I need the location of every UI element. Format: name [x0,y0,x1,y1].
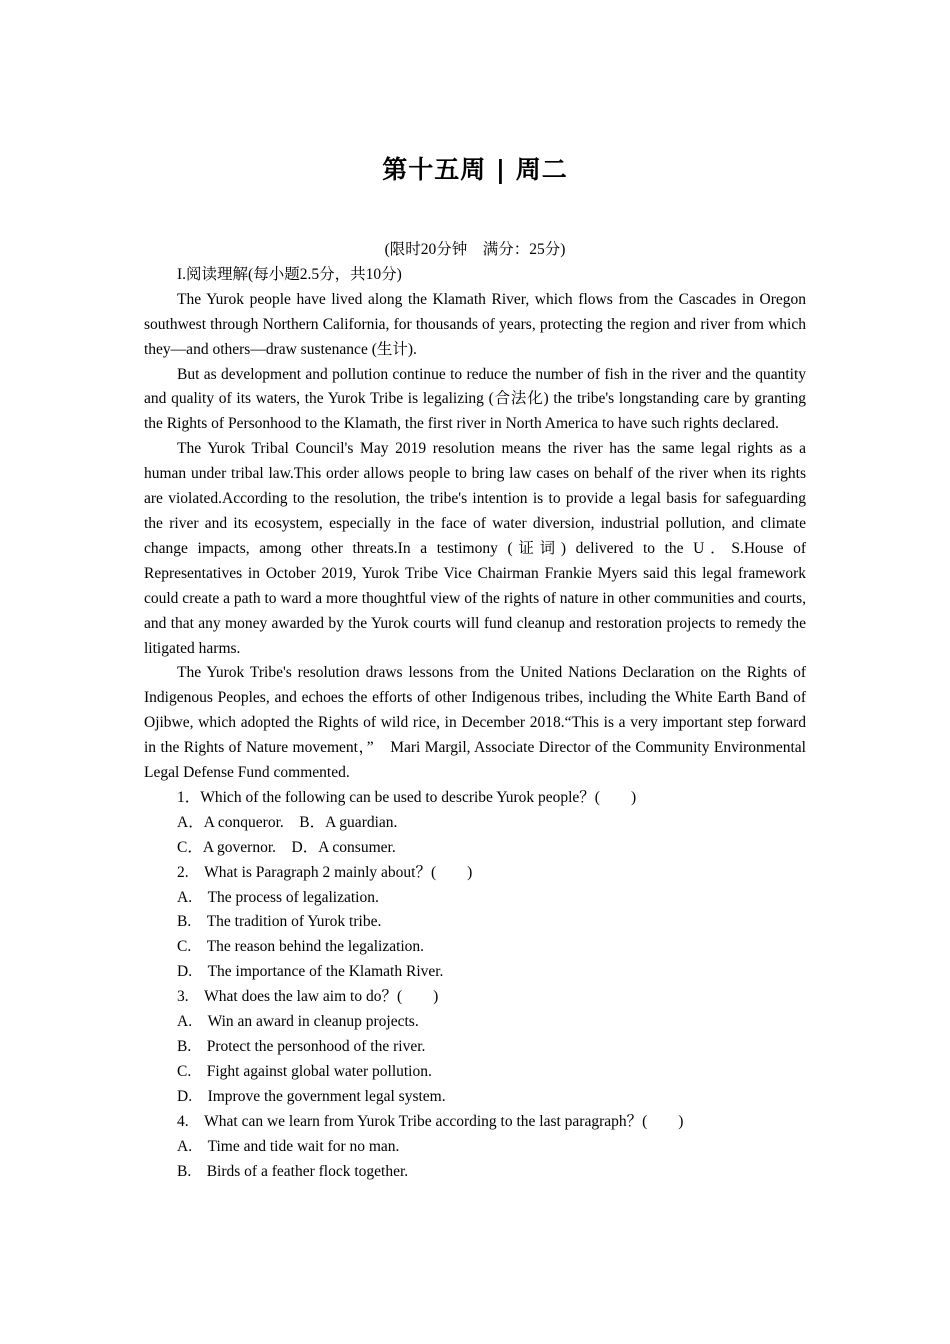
passage-paragraph-3: The Yurok Tribal Council's May 2019 resolution means the river has the same legal rights as a human under tribal law.This order allows people to bring law cases on behalf of the river when its rights are violated.According to the resolution, the tribe's intention is to provide a legal basis for safeguarding the river and its ecosystem, especially in the face of water diversion, industrial pollution, and climate change impacts, among other threats.In a testimony (证词) delivered to the U．S.House of Representatives in October 2019, Yurok Tribe Vice Chairman Frankie Myers said this legal framework could create a path to ward a more thoughtful view of the rights of nature in other communities and courts, and that any money awarded by the Yurok courts will fund cleanup and restoration projects to remedy the litigated harms. [144,440,806,657]
question-1-options-cd: C．A governor. D．A consumer. [177,838,396,856]
passage-paragraph-4: The Yurok Tribe's resolution draws lessons from the United Nations Declaration on the Rights of Indigenous Peoples, and echoes the efforts of other Indigenous tribes, including the White Earth Band of Ojibwe, which adopted the Rights of wild rice, in December 2018.“This is a very important step forward in the Rights of Nature movement，” Mari Margil, Associate Director of the Community Environmental Legal Defense Fund commented. [144,664,806,782]
question-1-options-ab: A．A conqueror. B．A guardian. [177,813,398,831]
question-4-option-b: B. Birds of a feather flock together. [177,1162,409,1180]
passage-paragraph-2: But as development and pollution continue to reduce the number of fish in the river and the quantity and quality of its waters, the Yurok Tribe is legalizing (合法化) the tribe's longstanding care by granting the Rights of Personhood to the Klamath, the first river in North America to have such rights declared. [144,365,806,433]
question-3-stem: 3. What does the law aim to do？( ) [177,988,439,1006]
question-4-stem: 4. What can we learn from Yurok Tribe according to the last paragraph？( ) [177,1112,684,1130]
question-2-option-d: D. The importance of the Klamath River. [177,963,444,981]
question-2-stem: 2. What is Paragraph 2 mainly about？( ) [177,863,473,881]
question-3-option-b: B. Protect the personhood of the river. [177,1038,426,1055]
document-body [144,238,806,1184]
page-title: 第十五周 | 周二 [382,155,568,184]
section-heading: I.阅读理解(每小题2.5分，共10分) [177,265,402,283]
question-1-stem: 1．Which of the following can be used to describe Yurok people？( ) [177,788,637,806]
passage-paragraph-1: The Yurok people have lived along the Klamath River, which flows from the Cascades in Oregon southwest through Northern California, for thousands of years, protecting the region and river from which they—and others—draw sustenance (生计). [144,290,806,358]
question-3-option-d: D. Improve the government legal system. [177,1087,446,1105]
question-4-option-a: A. Time and tide wait for no man. [177,1137,400,1155]
question-3-option-a: A. Win an award in cleanup projects. [177,1013,419,1031]
question-3-option-c: C. Fight against global water pollution. [177,1062,432,1080]
time-limit-note: (限时20分钟 满分：25分) [384,241,566,258]
question-2-option-a: A. The process of legalization. [177,888,379,906]
question-2-option-b: B. The tradition of Yurok tribe. [177,913,382,931]
question-2-option-c: C. The reason behind the legalization. [177,938,425,956]
